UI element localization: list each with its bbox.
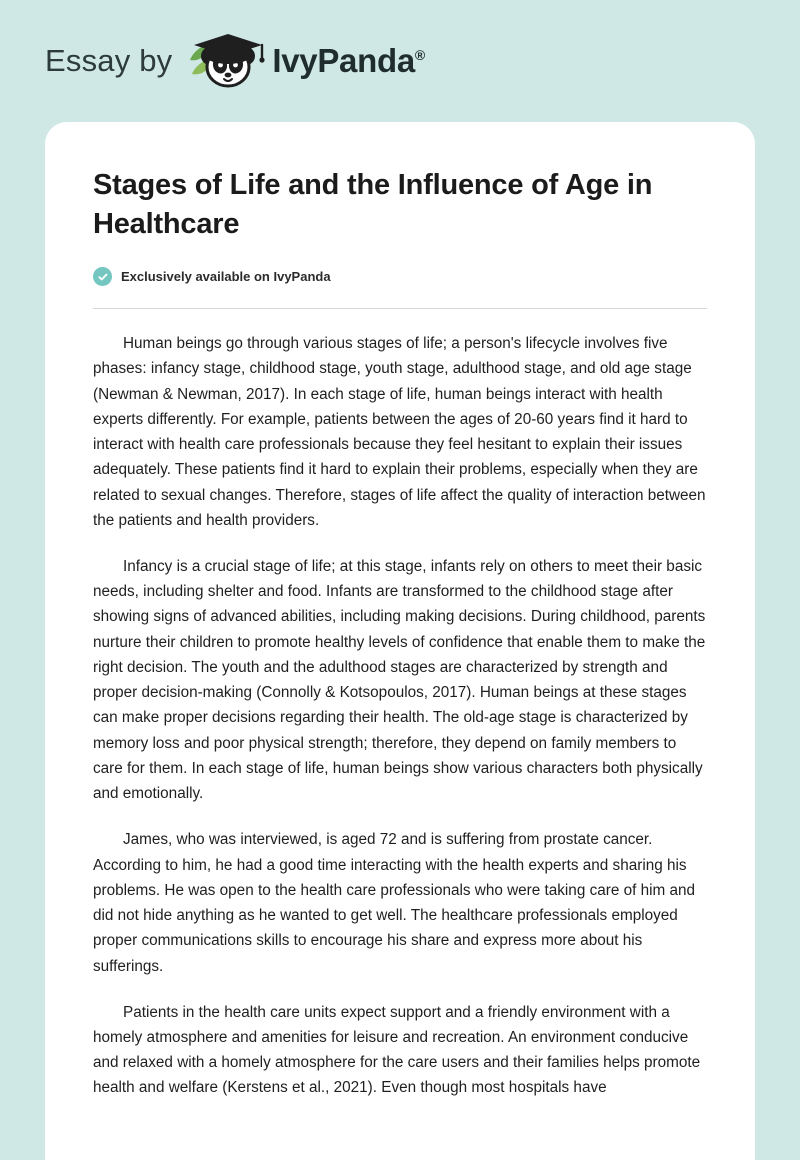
document-sheet — [45, 122, 755, 1160]
page-header — [0, 0, 800, 122]
brand-row — [45, 30, 425, 92]
exclusive-badge — [93, 267, 707, 286]
paragraph: James, who was interviewed, is aged 72 and is suffering from prostate cancer. According to him, he had a good time interacting with the health experts and sharing his problems. He was open to the health care professionals who were taking care of him and did not hide anything as he wanted to get well. The healthcare professionals employed proper communications skills to encourage his share and express more about his sufferings. — [93, 831, 696, 975]
essay-by-label: Essay by — [45, 43, 173, 78]
registered-mark: ® — [414, 47, 425, 63]
paragraph: Infancy is a crucial stage of life; at this stage, infants rely on others to meet their basic needs, including shelter and food. Infants are transformed to the childhood stage after showing signs of advanced abilities, including making decisions. During childhood, parents nurture their children to promote healthy levels of confidence that enable them to make the right decision. The youth and the adulthood stages are characterized by strength and proper decision-making (Connolly & Kotsopoulos, 2017). Human beings at these stages can make proper decisions regarding their health. The old-age stage is characterized by memory loss and poor physical strength; therefore, they depend on family members to care for them. In each stage of life, human beings show various characters both physically and emotionally. — [93, 558, 706, 803]
paragraph: Patients in the health care units expect support and a friendly environment with a homely atmosphere and amenities for leisure and recreation. An environment conducive and relaxed with a homely atmosphere for the care users and their families helps promote health and welfare (Kerstens et al., 2021). Even though most hospitals have — [93, 1003, 701, 1097]
check-circle-icon — [93, 267, 112, 286]
title-divider — [93, 308, 707, 309]
ivypanda-logo — [182, 30, 425, 92]
document-body — [93, 331, 707, 1101]
brand-name-text: IvyPanda — [272, 42, 415, 79]
page-title: Stages of Life and the Influence of Age in Healthcare — [93, 169, 653, 240]
exclusive-label: Exclusively available on IvyPanda — [121, 269, 331, 285]
panda-graduate-icon — [182, 30, 268, 92]
paragraph: Human beings go through various stages of life; a person's lifecycle involves five phases: infancy stage, childhood stage, youth stage, adulthood stage, and old age stage (Newman & Newman, 2017). In each stage of life, human beings interact with health experts differently. For example, patients between the ages of 20-60 years find it hard to interact with health care professionals because they feel hesitant to explain their issues adequately. These patients find it hard to explain their problems, especially when they are related to sexual changes. Therefore, stages of life affect the quality of interaction between the patients and health providers. — [93, 335, 706, 529]
brand-wordmark — [272, 42, 425, 80]
